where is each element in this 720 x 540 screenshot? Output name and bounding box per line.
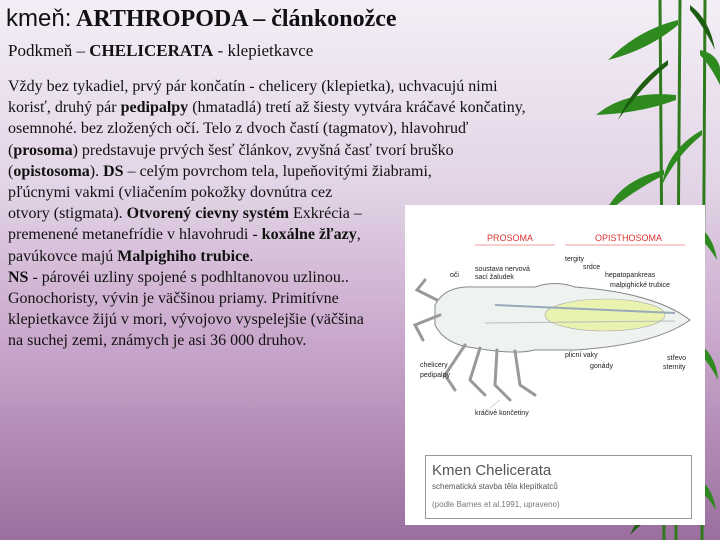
text: - párovéi uzliny spojené s podhltanovou uzlinou..: [28, 268, 349, 286]
text: premenené metanefrídie v hlavohrudi -: [8, 226, 262, 244]
slide-subtitle: [8, 40, 313, 62]
label-zaludek: sací žaludek: [475, 274, 514, 281]
diagram-caption: [425, 455, 692, 519]
opisthosoma-label: OPISTHOSOMA: [595, 233, 663, 243]
text: .: [249, 247, 254, 265]
term-koxalne-zlazy: koxálne žľazy: [261, 226, 357, 244]
body-line: pľúcnymi vakmi (vliačením pokožky dovnútra cez: [8, 184, 333, 202]
text: – celým povrchom tela, lupeňovitými žiabrami,: [123, 162, 432, 180]
body-line: [8, 97, 618, 118]
label-pedipalpy: pedipalpy: [420, 372, 450, 379]
text: ,: [356, 226, 361, 244]
body-line: [8, 76, 618, 97]
label-gonady: gonády: [590, 363, 613, 370]
term-ds: DS: [103, 162, 124, 180]
term-ns: NS: [8, 268, 29, 286]
text: Exkrécia –: [288, 205, 362, 223]
text: pavúkovce majú: [8, 247, 118, 265]
text: (klepietka), uchvacujú nimi: [317, 78, 498, 95]
body-line: osemnohé. bez zložených očí. Telo z dvoch častí (tagmatov), hlavohruď: [8, 120, 469, 138]
caption-subtitle: schematická stavba těla klepítkatců: [432, 482, 558, 491]
term-opistosoma: opistosoma: [13, 162, 90, 180]
label-chelicery: chelicery: [420, 362, 448, 369]
slide-title: [6, 4, 397, 34]
text: otvory (stigmata).: [8, 205, 127, 223]
body-line: [8, 161, 618, 182]
body-line: [8, 140, 618, 161]
caption-title: Kmen Chelicerata: [432, 462, 552, 479]
label-plicni: plicní vaky: [565, 352, 598, 359]
term-prosoma: prosoma: [13, 141, 73, 159]
text: (hmatadlá) tretí až šiesty vytvára kráčavé končatiny,: [188, 99, 526, 117]
title-lead: kmeň:: [6, 5, 72, 32]
text: (: [8, 162, 14, 180]
label-sternity: sternity: [663, 364, 686, 371]
body-line: klepietkavce žijú v mori, vývojovo vyspelejšie (väčšina: [8, 311, 364, 329]
term-malpighiho-trubice: Malpighiho trubice: [117, 247, 250, 265]
prosoma-label: PROSOMA: [487, 233, 534, 243]
text: ) predstavuje prvých šesť článkov, zvyšná časť tvorí bruško: [72, 141, 454, 159]
subtitle-bold: CHELICERATA: [89, 41, 214, 60]
text: korisť, druhý pár: [8, 99, 121, 117]
subtitle-lead: Podkmeň –: [8, 41, 90, 60]
text: (: [8, 141, 14, 159]
label-strevo: střevo: [667, 355, 687, 362]
chelicerata-diagram: [405, 205, 705, 525]
body-line: Gonochoristy, vývin je väčšinou priamy. Primitívne: [8, 290, 339, 308]
label-oci: oči: [450, 272, 459, 279]
text: Vždy bez tykadiel, prvý pár končatín -: [8, 78, 259, 95]
label-malpig: malpighické trubice: [610, 282, 670, 289]
term-chelicery: chelicery: [258, 78, 318, 95]
label-srdce: srdce: [583, 264, 601, 271]
label-kracive: kráčivé končetiny: [475, 410, 529, 417]
subtitle-rest: - klepietkavce: [213, 41, 314, 60]
label-nervova: soustava nervová: [475, 266, 530, 273]
text: ).: [89, 162, 104, 180]
term-cievny-system: Otvorený cievny systém: [126, 205, 289, 223]
title-main: ARTHROPODA – článkonožce: [71, 6, 397, 32]
term-pedipalpy: pedipalpy: [120, 99, 189, 117]
body-line: na suchej zemi, známych je asi 36 000 druhov.: [8, 332, 307, 350]
caption-source: (podle Barnes et al.1991, upraveno): [432, 500, 560, 509]
anatomy-illustration: [405, 205, 705, 455]
label-hepato: hepatopankreas: [605, 272, 656, 279]
label-tergity: tergity: [565, 256, 585, 263]
